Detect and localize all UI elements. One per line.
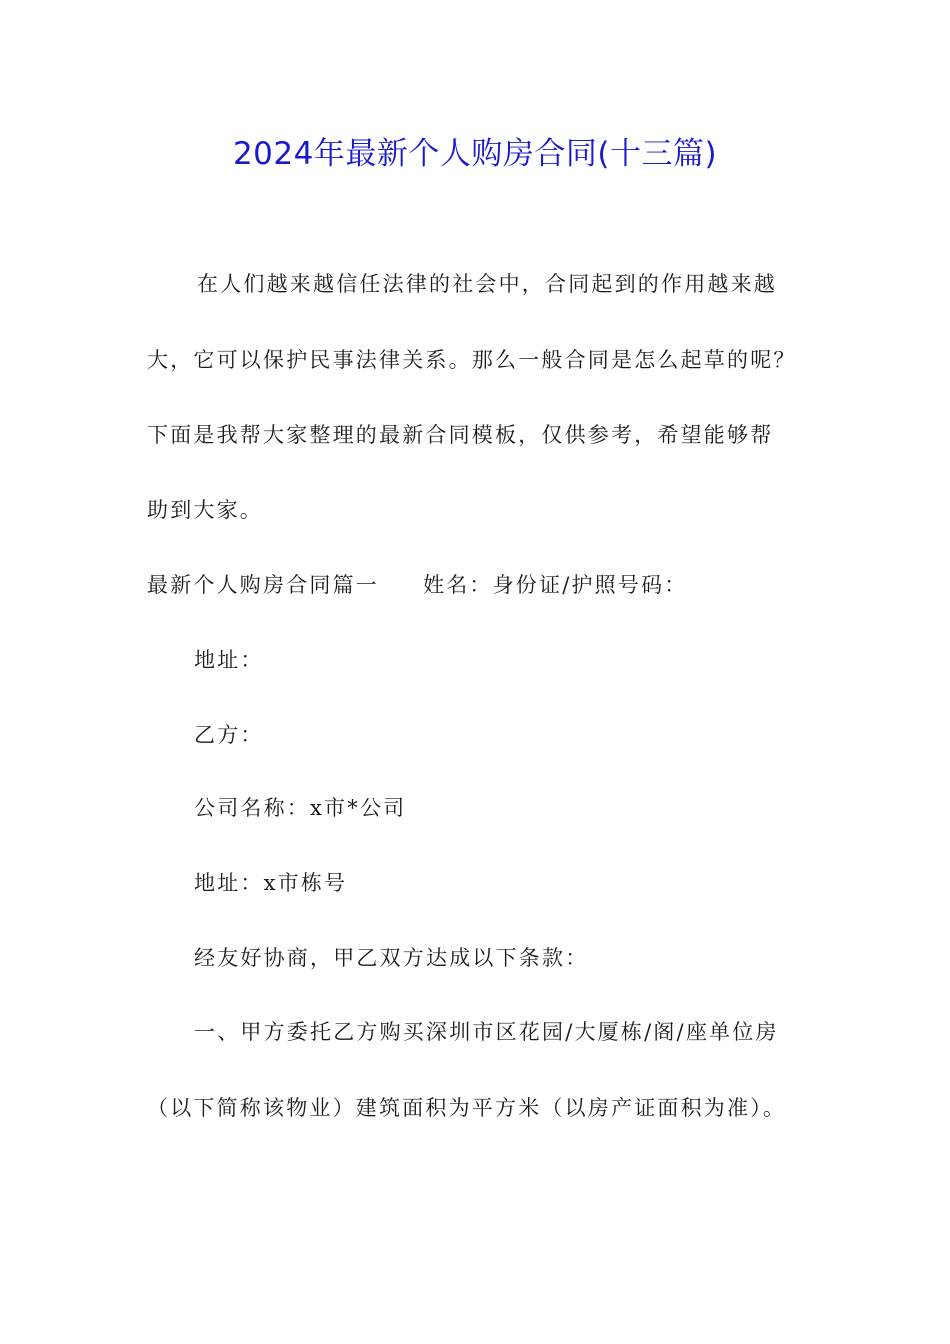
intro-line-2: 大，它可以保护民事法律关系。那么一般合同是怎么起草的呢？ <box>147 348 797 372</box>
document-title: 2024年最新个人购房合同(十三篇) <box>232 136 718 172</box>
party-b: 乙方： <box>194 723 264 747</box>
address-a: 地址： <box>194 648 264 672</box>
agreement-text: 经友好协商，甲乙双方达成以下条款： <box>194 946 589 970</box>
section-heading: 最新个人购房合同篇一 <box>147 573 379 597</box>
company-name: 公司名称：x市*公司 <box>194 796 407 820</box>
intro-line-1: 在人们越来越信任法律的社会中，合同起到的作用越来越 <box>197 272 777 296</box>
clause-1-line-2: （以下简称该物业）建筑面积为平方米（以房产证面积为准）。 <box>147 1096 787 1120</box>
section-heading-line <box>147 575 687 596</box>
intro-line-4: 助到大家。 <box>147 498 263 522</box>
address-b: 地址：x市栋号 <box>194 871 348 895</box>
intro-line-3: 下面是我帮大家整理的最新合同模板，仅供参考，希望能够帮 <box>147 423 774 447</box>
party-fields: 姓名：身份证/护照号码： <box>423 573 688 597</box>
clause-1-line-1: 一、甲方委托乙方购买深圳市区花园/大厦栋/阁/座单位房 <box>194 1020 779 1044</box>
